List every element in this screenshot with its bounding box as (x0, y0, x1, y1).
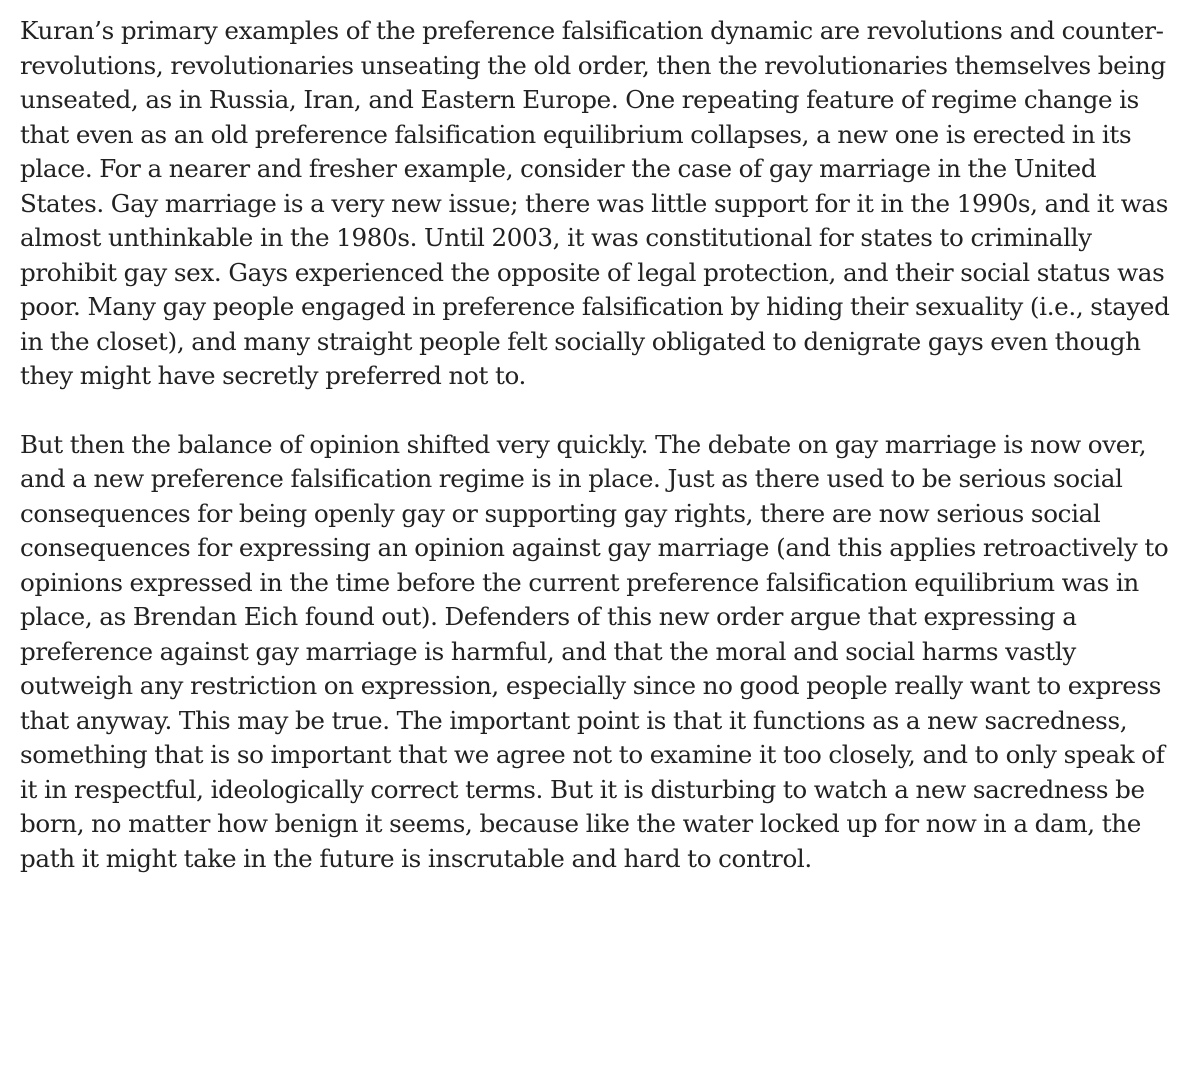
article-body (20, 14, 1184, 876)
paragraph-preference-falsification: Kuran’s primary examples of the preference falsification dynamic are revolutions and counter-revolutions, revolutionaries unseating the old order, then the revolutionaries themselves being unseated, as in Russia, Iran, and Eastern Europe. One repeating feature of regime change is that even as an old preference falsification equilibrium collapses, a new one is erected in its place. For a nearer and fresher example, consider the case of gay marriage in the United States. Gay marriage is a very new issue; there was little support for it in the 1990s, and it was almost unthinkable in the 1980s. Until 2003, it was constitutional for states to criminally prohibit gay sex. Gays experienced the opposite of legal protection, and their social status was poor. Many gay people engaged in preference falsification by hiding their sexuality (i.e., stayed in the closet), and many straight people felt socially obligated to denigrate gays even though they might have secretly preferred not to. (20, 16, 1170, 390)
paragraph-new-sacredness: But then the balance of opinion shifted very quickly. The debate on gay marriage is now over, and a new preference falsification regime is in place. Just as there used to be serious social consequences for being openly gay or supporting gay rights, there are now serious social consequences for expressing an opinion against gay marriage (and this applies retroactively to opinions expressed in the time before the current preference falsification equilibrium was in place, as Brendan Eich found out). Defenders of this new order argue that expressing a preference against gay marriage is harmful, and that the moral and social harms vastly outweigh any restriction on expression, especially since no good people really want to express that anyway. This may be true. The important point is that it functions as a new sacredness, something that is so important that we agree not to examine it too closely, and to only speak of it in respectful, ideologically correct terms. But it is disturbing to watch a new sacredness be born, no matter how benign it seems, because like the water locked up for now in a dam, the path it might take in the future is inscrutable and hard to control. (20, 429, 1169, 873)
